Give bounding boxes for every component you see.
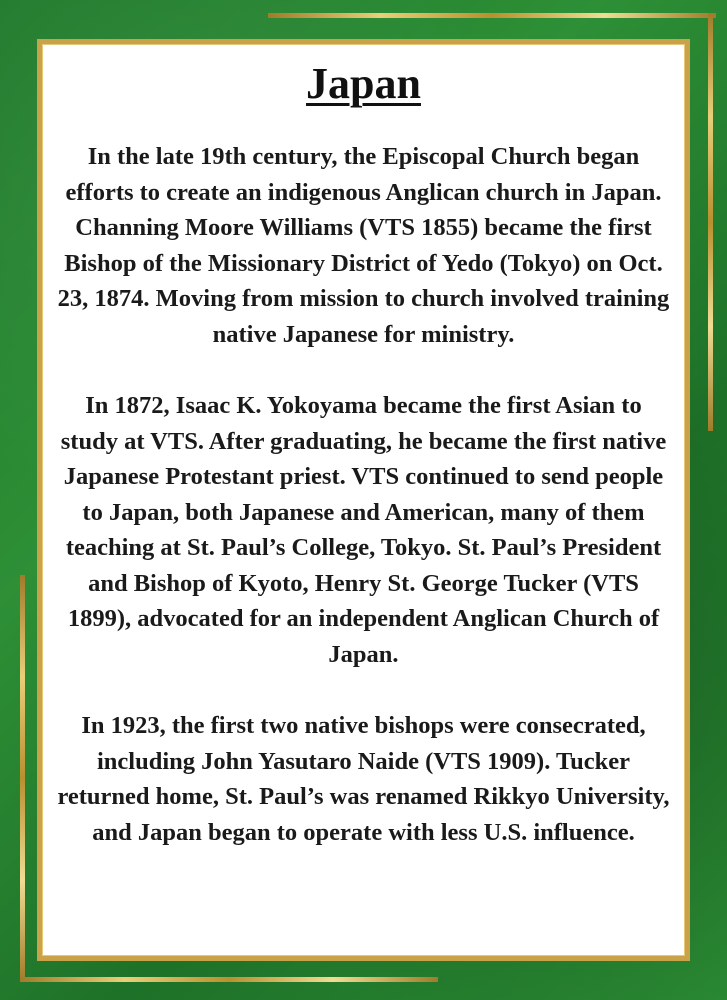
gold-accent-line-bottom [20, 977, 438, 982]
gold-accent-line-top [268, 13, 716, 18]
body-text [56, 139, 671, 886]
paragraph-1: In the late 19th century, the Episcopal Church began efforts to create an indigenous Anglican church in Japan. Channing Moore Williams (VTS 1855) became the first Bishop of the Missionary District of Yedo (Tokyo) on Oct. 23, 1874. Moving from mission to church involved training native Japanese for ministry. [57, 143, 670, 348]
gold-accent-line-right [708, 13, 713, 431]
gold-accent-line-left [20, 575, 25, 982]
paragraph-2: In 1872, Isaac K. Yokoyama became the first Asian to study at VTS. After graduating, he became the first native Japanese Protestant priest. VTS continued to send people to Japan, both Japanese and American, many of them teaching at St. Paul’s College, Tokyo. St. Paul’s President and Bishop of Kyoto, Henry St. George Tucker (VTS 1899), advocated for an independent Anglican Church of Japan. [60, 392, 667, 668]
content-card [37, 39, 690, 961]
page-title: Japan [306, 59, 421, 108]
paragraph-3: In 1923, the first two native bishops were consecrated, including John Yasutaro Naide (VTS 1909). Tucker returned home, St. Paul’s was renamed Rikkyo University, and Japan began to operate with less U.S. influence. [57, 712, 670, 846]
